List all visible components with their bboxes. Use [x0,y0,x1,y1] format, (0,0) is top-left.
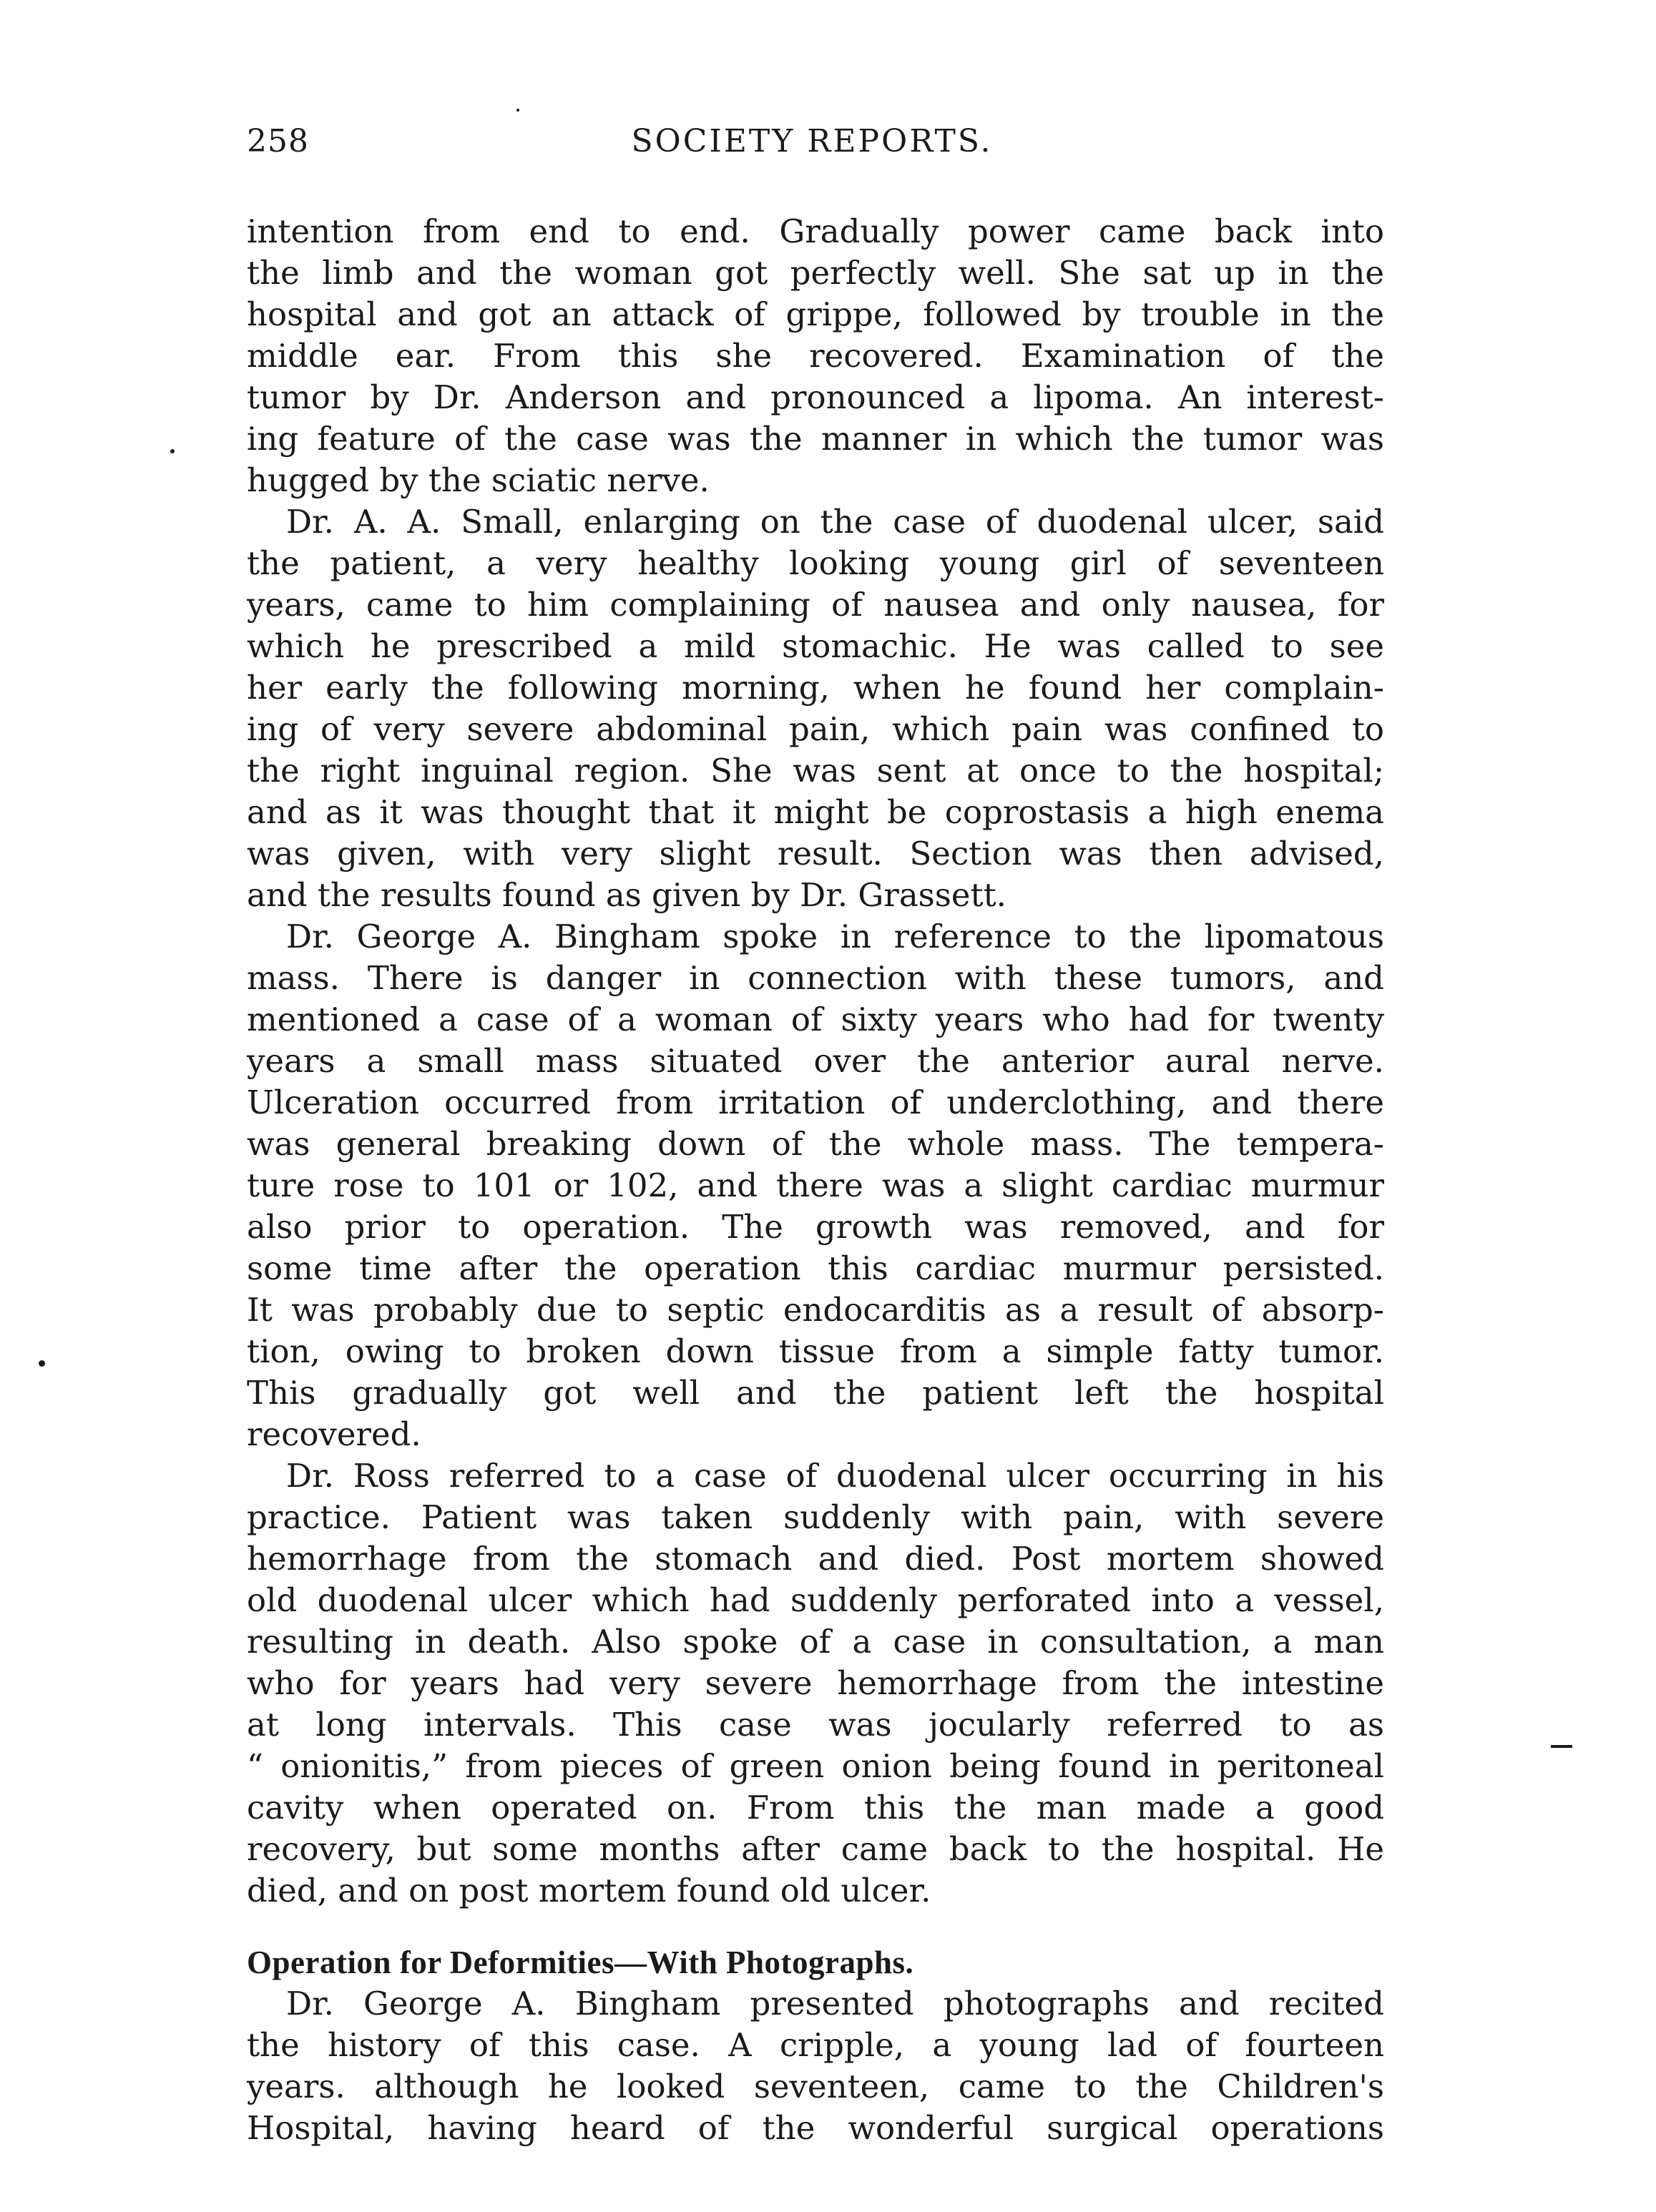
scan-dash-mark [1551,1745,1572,1748]
text-line: Dr. George A. Bingham spoke in reference to the lipomatous [286,918,1384,955]
text-line: recovery, but some months after came back to the hospital. He [247,1830,1384,1868]
text-line: also prior to operation. The growth was removed, and for [247,1208,1384,1246]
text-line: some time after the operation this cardiac murmur persisted. [247,1249,1384,1287]
text-line: mentioned a case of a woman of sixty years who had for twenty [247,1001,1384,1038]
section-heading: Operation for Deformities—With Photographs. [247,1945,914,1980]
text-line: It was probably due to septic endocarditis as a result of absorp- [247,1291,1384,1329]
text-line: intention from end to end. Gradually power came back into [247,212,1384,250]
page-header [247,123,1377,173]
text-line: who for years had very severe hemorrhage from the intestine [247,1664,1384,1702]
text-line: the limb and the woman got perfectly well. She sat up in the [247,254,1384,292]
text-line: hemorrhage from the stomach and died. Post mortem showed [247,1540,1384,1578]
text-line: Dr. A. A. Small, enlarging on the case of duodenal ulcer, said [286,503,1384,541]
text-line: practice. Patient was taken suddenly with pain, with severe [247,1498,1384,1536]
text-line: was general breaking down of the whole mass. The tempera- [247,1125,1384,1163]
text-line: the history of this case. A cripple, a young lad of fourteen [247,2026,1384,2064]
text-line: middle ear. From this she recovered. Examination of the [247,337,1384,375]
text-line: tumor by Dr. Anderson and pronounced a lipoma. An interest- [247,378,1384,416]
text-line: cavity when operated on. From this the man made a good [247,1789,1384,1827]
text-line: mass. There is danger in connection with these tumors, and [247,959,1384,997]
text-line: old duodenal ulcer which had suddenly perforated into a vessel, [247,1581,1384,1619]
text-line: years, came to him complaining of nausea and only nausea, for [247,586,1384,624]
text-line: hugged by the sciatic nerve. [247,461,710,499]
text-line: and the results found as given by Dr. Grassett. [247,876,1006,914]
text-line: years a small mass situated over the anterior aural nerve. [247,1042,1384,1080]
text-line: tion, owing to broken down tissue from a simple fatty tumor. [247,1332,1384,1370]
text-line: “ onionitis,” from pieces of green onion being found in peritoneal [247,1747,1384,1785]
text-line: Hospital, having heard of the wonderful surgical operations [247,2109,1384,2147]
text-line: was given, with very slight result. Section was then advised, [247,835,1384,872]
text-line: Dr. George A. Bingham presented photographs and recited [286,1985,1384,2022]
page-number: 258 [247,123,309,159]
scan-dot-mark [39,1360,45,1367]
text-line: recovered. [247,1415,421,1453]
running-head: SOCIETY REPORTS. [631,123,993,159]
text-line: her early the following morning, when he found her complain- [247,669,1384,707]
text-line: Dr. Ross referred to a case of duodenal ulcer occurring in his [286,1457,1384,1495]
text-line: which he prescribed a mild stomachic. He was called to see [247,627,1384,665]
scan-dot-mark [516,109,519,112]
text-line: ing of very severe abdominal pain, which pain was confined to [247,710,1384,748]
text-line: at long intervals. This case was jocularly referred to as [247,1706,1384,1744]
scan-dot-mark [170,449,175,453]
text-line: ture rose to 101 or 102, and there was a slight cardiac murmur [247,1166,1384,1204]
text-line: ing feature of the case was the manner in which the tumor was [247,420,1384,458]
text-line: the patient, a very healthy looking young girl of seventeen [247,544,1384,582]
text-line: the right inguinal region. She was sent at once to the hospital; [247,752,1384,790]
text-line: hospital and got an attack of grippe, followed by trouble in the [247,295,1384,333]
text-line: and as it was thought that it might be coprostasis a high enema [247,793,1384,831]
text-line: This gradually got well and the patient left the hospital [247,1374,1384,1412]
text-line: resulting in death. Also spoke of a case in consultation, a man [247,1623,1384,1661]
text-line: years. although he looked seventeen, came to the Children's [247,2068,1384,2105]
text-line: died, and on post mortem found old ulcer. [247,1872,931,1909]
text-line: Ulceration occurred from irritation of underclothing, and there [247,1083,1384,1121]
